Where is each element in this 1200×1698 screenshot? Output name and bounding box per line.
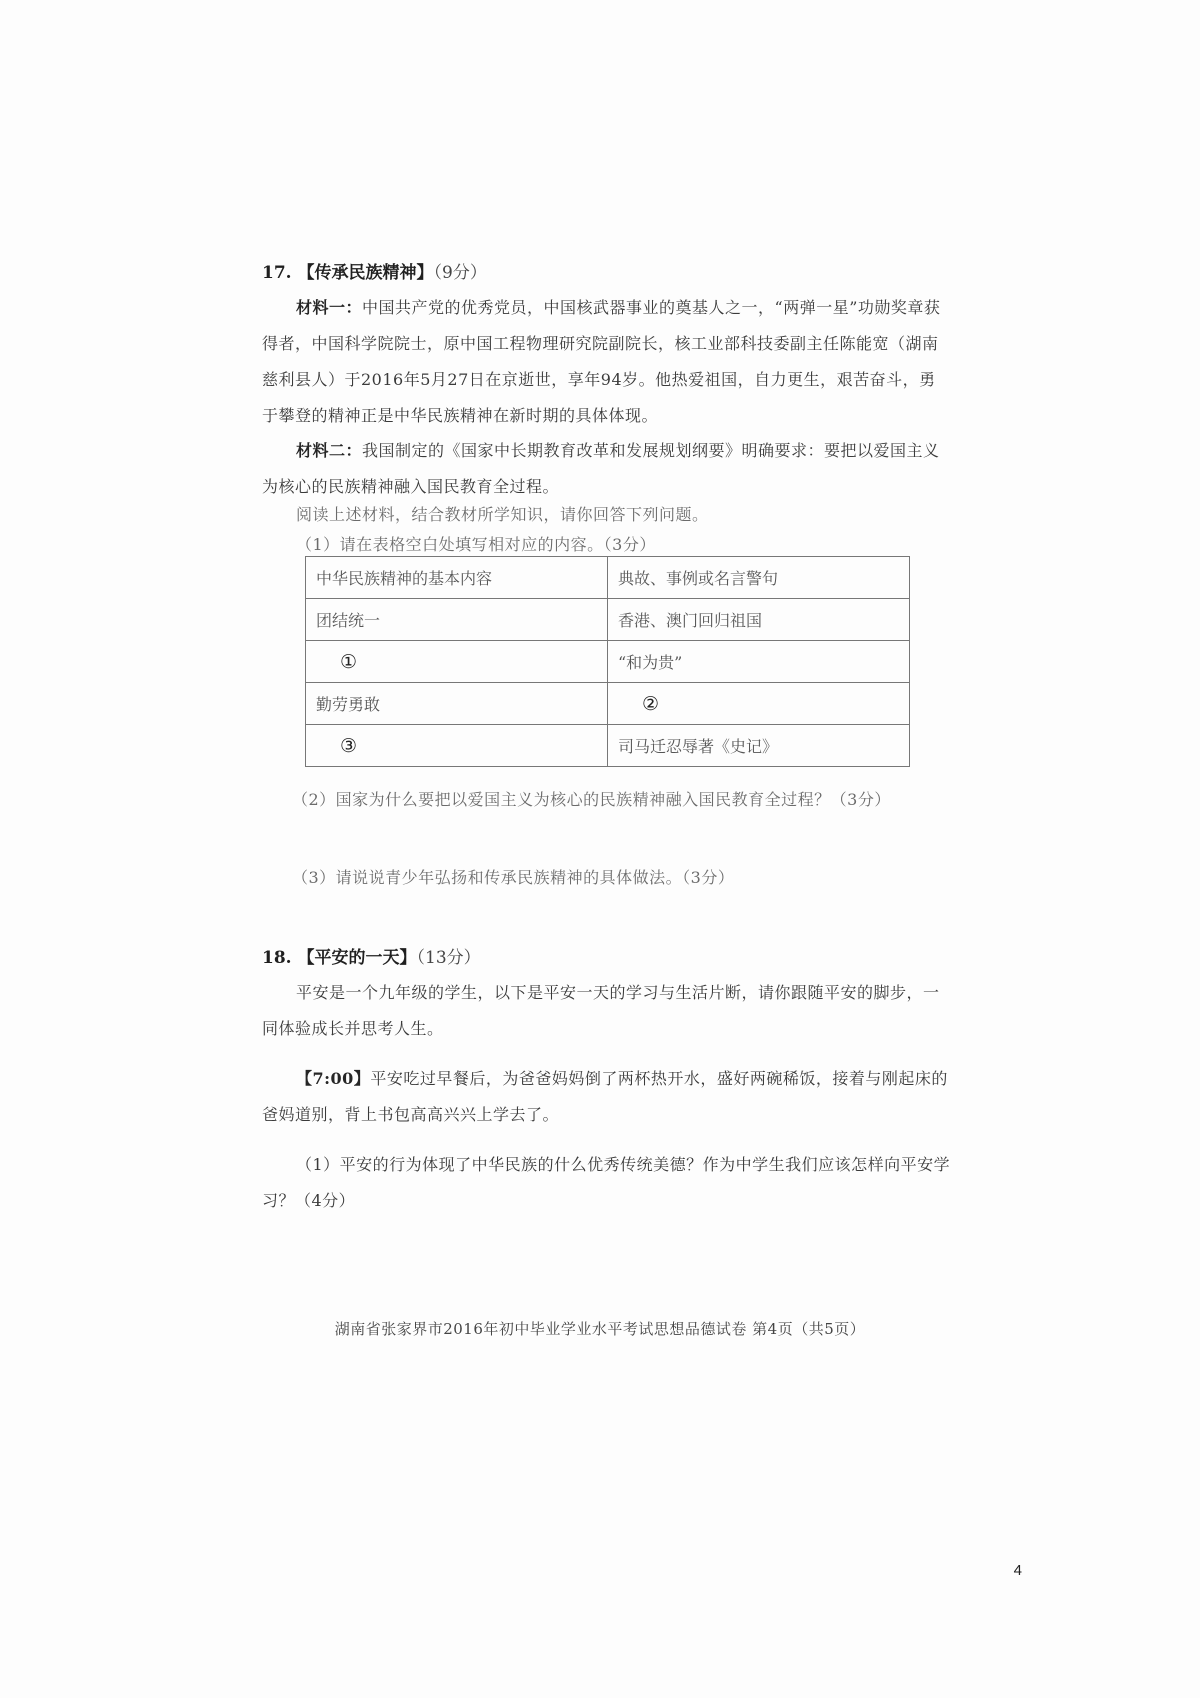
page-footer: 湖南省张家界市2016年初中毕业学业水平考试思想品德试卷 第4页（共5页）: [334, 1320, 866, 1338]
material-2-lead: 材料二：: [296, 441, 363, 460]
blank-marker-2: ②: [608, 683, 910, 725]
q17-sub-question-1: （1）请在表格空白处填写相对应的内容。（3分）: [296, 535, 656, 554]
q17-sub-question-2: （2）国家为什么要把以爱国主义为核心的民族精神融入国民教育全过程？（3分）: [292, 790, 891, 809]
page-number: 4: [1013, 1562, 1022, 1579]
table-row: [306, 641, 910, 683]
time-label: 【7:00】: [296, 1069, 371, 1088]
blank-marker-3: ③: [306, 725, 608, 767]
table-cell: 团结统一: [306, 599, 608, 641]
q17-title: [262, 258, 487, 283]
material-2-text: 我国制定的《国家中长期教育改革和发展规划纲要》明确要求：要把以爱国主义为核心的民族精神融入国民教育全过程。: [262, 441, 940, 496]
q17-instruction: 阅读上述材料，结合教材所学知识，请你回答下列问题。: [296, 505, 709, 524]
q18-heading: 18. 【平安的一天】: [262, 948, 417, 968]
material-1-text: 中国共产党的优秀党员，中国核武器事业的奠基人之一，“两弹一星”功勋奖章获得者，中国科学院院士，原中国工程物理研究院副院长，核工业部科技委副主任陈能宽（湖南慈利县人）于2016年5月27日在京逝世，享年94岁。他热爱祖国，自力更生，艰苦奋斗，勇于攀登的精神正是中华民族精神在新时期的具体体现。: [262, 298, 941, 425]
q18-sub-question-1: （1）平安的行为体现了中华民族的什么优秀传统美德？作为中学生我们应该怎样向平安学习？（4分）: [262, 1155, 951, 1210]
blank-marker-1: ①: [306, 641, 608, 683]
table-header-cell: 典故、事例或名言警句: [608, 557, 910, 599]
table-row: [306, 725, 910, 767]
table-cell: 香港、澳门回归祖国: [608, 599, 910, 641]
q18-score: （13分）: [416, 948, 481, 968]
q17-heading: 17. 【传承民族精神】: [262, 263, 434, 283]
q17-score: （9分）: [433, 263, 487, 283]
q17-material-2: [262, 433, 952, 505]
table-header-cell: 中华民族精神的基本内容: [306, 557, 608, 599]
q18-scenario-7am: [262, 1061, 952, 1133]
q17-material-1: [262, 290, 952, 434]
table-cell: 司马迁忍辱著《史记》: [608, 725, 910, 767]
q18-title: [262, 943, 481, 968]
table-cell: 勤劳勇敢: [306, 683, 608, 725]
material-1-lead: 材料一：: [296, 298, 363, 317]
table-header-row: [306, 557, 910, 599]
scenario-text: 平安吃过早餐后，为爸爸妈妈倒了两杯热开水，盛好两碗稀饭，接着与刚起床的爸妈道别，背上书包高高兴兴上学去了。: [262, 1069, 948, 1124]
q18-intro: 平安是一个九年级的学生，以下是平安一天的学习与生活片断，请你跟随平安的脚步，一同体验成长并思考人生。: [262, 983, 940, 1038]
table-row: [306, 599, 910, 641]
spirit-table: [305, 556, 910, 767]
table-row: [306, 683, 910, 725]
table-cell: “和为贵”: [608, 641, 910, 683]
q17-sub-question-3: （3）请说说青少年弘扬和传承民族精神的具体做法。（3分）: [292, 868, 735, 887]
